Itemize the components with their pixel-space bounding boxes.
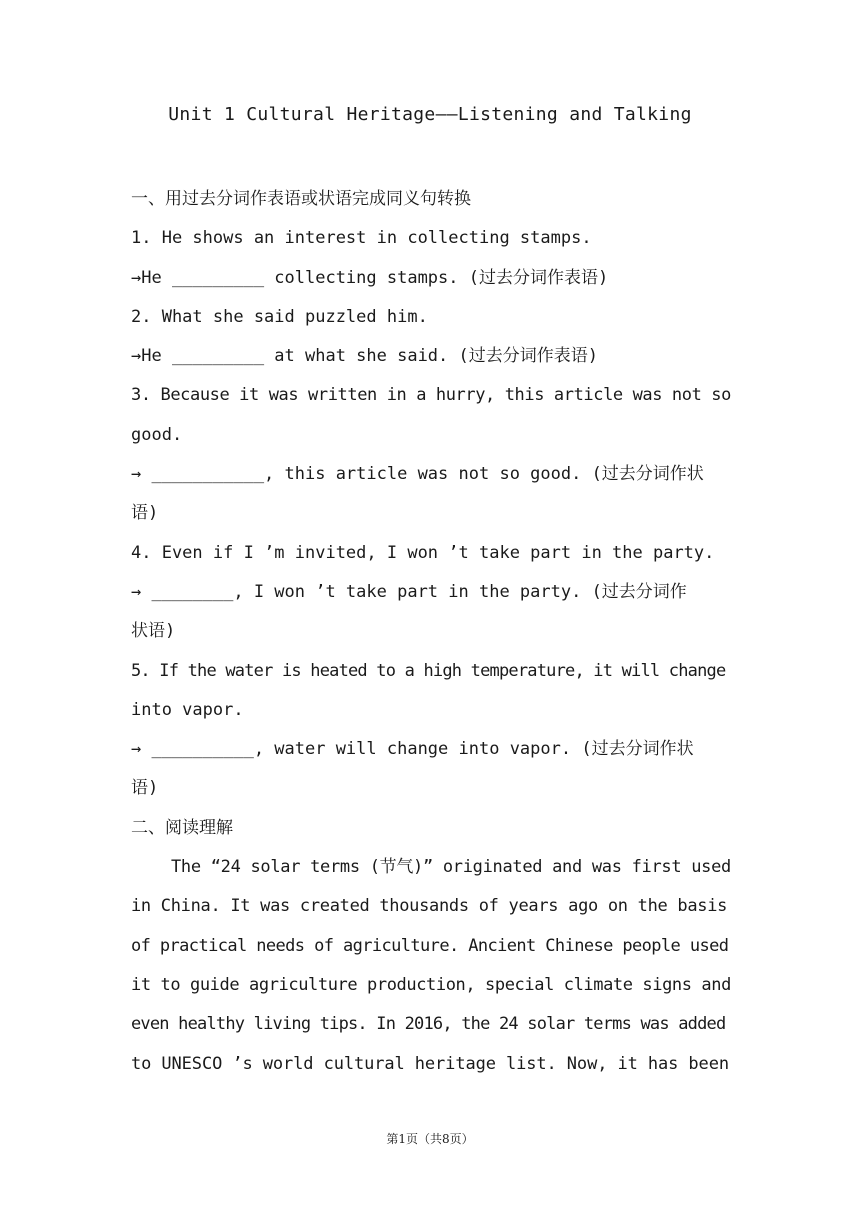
- exercise-line-2: →He _________ collecting stamps. (过去分词作表语): [131, 267, 609, 288]
- exercise-line-8: 语): [131, 503, 159, 524]
- exercise-line-3: 2. What she said puzzled him.: [131, 306, 428, 327]
- page-footer: 第1页（共8页）: [386, 1132, 474, 1146]
- exercise-line-4: →He _________ at what she said. (过去分词作表语): [131, 346, 598, 367]
- exercise-line-11: 状语): [131, 621, 176, 642]
- reading-line-6: to UNESCO ’s world cultural heritage list. Now, it has been: [131, 1053, 729, 1074]
- exercise-line-7: → ___________, this article was not so good. (过去分词作状: [131, 464, 704, 485]
- reading-line-5: even healthy living tips. In 2016, the 24 solar terms was added: [131, 1014, 726, 1035]
- reading-line-3: of practical needs of agriculture. Ancient Chinese people used: [131, 935, 729, 956]
- reading-line-4: it to guide agriculture production, special climate signs and: [131, 974, 731, 995]
- document-title: Unit 1 Cultural Heritage——Listening and Talking: [168, 104, 692, 125]
- exercise-line-1: 1. He shows an interest in collecting stamps.: [131, 228, 592, 249]
- section-heading-2: 二、阅读理解: [131, 817, 233, 838]
- document-body: [131, 180, 731, 1084]
- section-heading-1: 一、用过去分词作表语或状语完成同义句转换: [131, 189, 471, 209]
- exercise-line-14: → __________, water will change into vapor. (过去分词作状: [131, 739, 694, 760]
- exercise-line-5: 3. Because it was written in a hurry, this article was not so: [131, 385, 731, 406]
- exercise-line-12: 5. If the water is heated to a high temperature, it will change: [131, 660, 726, 681]
- exercise-line-10: → ________, I won ’t take part in the party. (过去分词作: [131, 581, 687, 602]
- reading-line-1: The “24 solar terms (节气)” originated and was first used: [171, 857, 731, 878]
- exercise-line-6: good.: [131, 424, 183, 445]
- exercise-line-15: 语): [131, 778, 159, 799]
- reading-line-2: in China. It was created thousands of years ago on the basis: [131, 896, 728, 917]
- exercise-line-13: into vapor.: [131, 699, 244, 720]
- exercise-line-9: 4. Even if I ’m invited, I won ’t take part in the party.: [131, 542, 715, 563]
